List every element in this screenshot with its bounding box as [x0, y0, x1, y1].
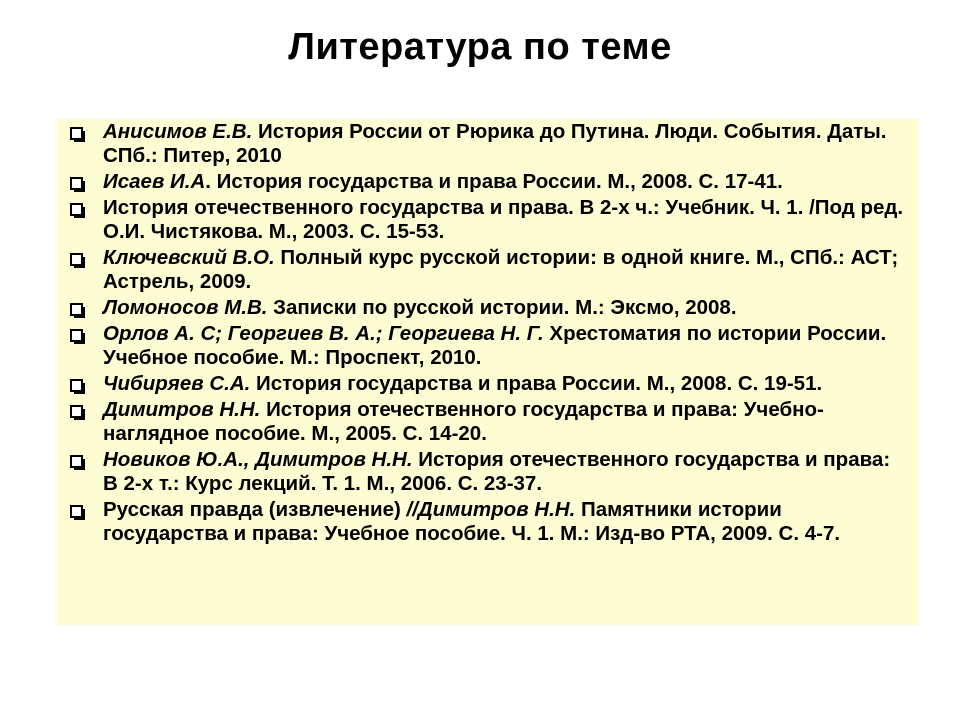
- item-author: Новиков Ю.А., Димитров Н.Н.: [103, 448, 413, 471]
- item-author: Ключевский В.О.: [103, 246, 275, 269]
- item-text: История России от Рюрика до Путина. Люди. События. Даты. СПб.: Питер, 2010: [103, 120, 887, 167]
- list-item: [68, 322, 908, 370]
- item-text: Русская правда (извлечение): [103, 498, 407, 521]
- item-author: //Димитров Н.Н.: [406, 498, 576, 521]
- list-item: [68, 296, 908, 320]
- list-item: [68, 120, 908, 168]
- item-text: . История государства и права России. М., 2008. С. 17-41.: [205, 170, 783, 193]
- page-title: Литература по теме: [288, 26, 672, 68]
- item-text: История государства и права России. М., 2008. С. 19-51.: [250, 372, 823, 395]
- list-item: [68, 170, 908, 194]
- item-text: Хрестоматия по истории России. Учебное пособие. М.: Проспект, 2010.: [103, 322, 887, 369]
- item-text: Записки по русской истории. М.: Эксмо, 2008.: [267, 296, 737, 319]
- checkbox-bullet-icon: [70, 505, 83, 518]
- item-author: Орлов А. С; Георгиев В. А.; Георгиева Н. Г.: [103, 322, 544, 345]
- item-text: История отечественного государства и права: В 2-х т.: Курс лекций. Т. 1. М., 2006. С. 23-37.: [103, 448, 891, 495]
- list-item: [68, 448, 908, 496]
- item-author: Ломоносов М.В.: [103, 296, 268, 319]
- checkbox-bullet-icon: [70, 177, 83, 190]
- bibliography-list: [68, 120, 908, 548]
- checkbox-bullet-icon: [70, 405, 83, 418]
- checkbox-bullet-icon: [70, 303, 83, 316]
- item-author: Чибиряев С.А.: [103, 372, 251, 395]
- checkbox-bullet-icon: [70, 379, 83, 392]
- list-item: [68, 246, 908, 294]
- list-item: [68, 372, 908, 396]
- list-item: [68, 398, 908, 446]
- checkbox-bullet-icon: [70, 127, 83, 140]
- item-text: Полный курс русской истории: в одной книге. М., СПб.: АСТ; Астрель, 2009.: [103, 246, 899, 293]
- list-item: [68, 498, 908, 546]
- checkbox-bullet-icon: [70, 253, 83, 266]
- item-author: Исаев И.А: [103, 170, 206, 193]
- checkbox-bullet-icon: [70, 203, 83, 216]
- checkbox-bullet-icon: [70, 455, 83, 468]
- item-text: История отечественного государства и права: Учебно-наглядное пособие. М., 2005. С. 14-20.: [103, 398, 824, 445]
- item-author: Анисимов Е.В.: [103, 120, 253, 143]
- checkbox-bullet-icon: [70, 329, 83, 342]
- item-author: Димитров Н.Н.: [103, 398, 261, 421]
- item-text-continued: Памятники истории государства и права: Учебное пособие. Ч. 1. М.: Изд-во РТА, 2009. С. 4-7.: [103, 498, 841, 545]
- list-item: [68, 196, 908, 244]
- item-text: История отечественного государства и права. В 2-х ч.: Учебник. Ч. 1. /Под ред. О.И. Чистякова. М., 2003. С. 15-53.: [103, 196, 904, 243]
